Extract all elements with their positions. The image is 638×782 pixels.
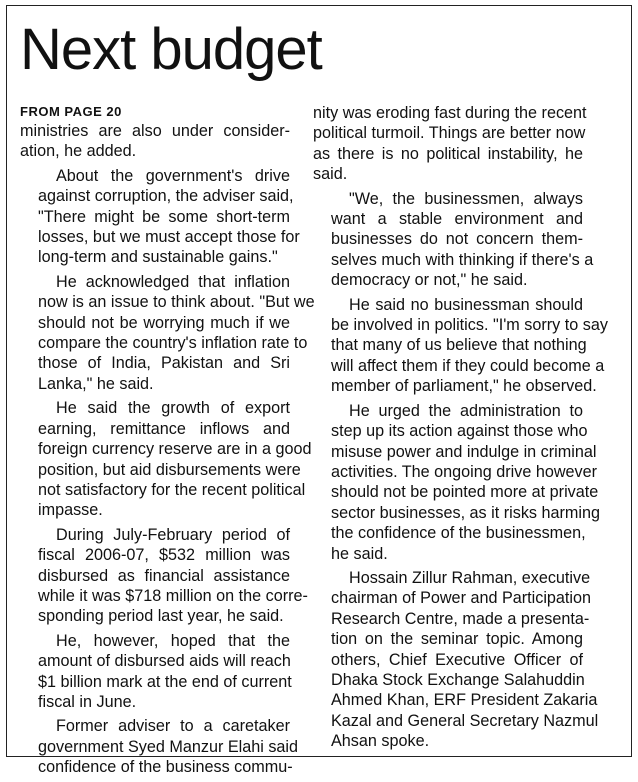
text-line: $1 billion mark at the end of current: [38, 672, 292, 691]
text-line: losses, but we must accept those for: [38, 228, 300, 247]
text-line: be involved in politics. "I'm sorry to say: [331, 316, 608, 335]
text-line: should not be worrying much if we: [38, 313, 290, 332]
text-line: "There might be some short-term: [38, 207, 290, 226]
frame-left-border: [6, 5, 7, 757]
text-line: nity was eroding fast during the recent: [313, 104, 587, 122]
right_column-paragraph: [313, 103, 587, 185]
kicker: FROM PAGE 20: [20, 104, 122, 119]
text-line: long-term and sustainable gains.": [38, 248, 278, 267]
left_column-paragraph: [20, 631, 290, 713]
text-line: disbursed as financial assistance: [38, 566, 290, 585]
text-line: Research Centre, made a presenta-: [331, 609, 590, 628]
left_column-paragraph: [20, 272, 315, 394]
text-line: will affect them if they could become a: [331, 356, 605, 375]
frame-top-border: [6, 5, 632, 6]
text-line: earning, remittance inflows and: [38, 419, 290, 438]
text-line: confidence of the business commu-: [38, 758, 293, 777]
text-line: position, but aid disbursements were: [38, 460, 301, 479]
text-line: impasse.: [38, 501, 103, 520]
text-line: Former adviser to a caretaker: [56, 717, 290, 736]
text-line: activities. The ongoing drive however: [331, 462, 598, 481]
text-line: want a stable environment and: [331, 210, 583, 229]
text-line: against corruption, the adviser said,: [38, 187, 294, 206]
frame-right-border: [631, 5, 632, 757]
text-line: those of India, Pakistan and Sri: [38, 354, 290, 373]
text-line: step up its action against those who: [331, 422, 588, 441]
text-line: said.: [313, 165, 348, 184]
text-line: political turmoil. Things are better now: [313, 124, 586, 143]
text-line: chairman of Power and Participation: [331, 589, 592, 608]
left_column-paragraph: [20, 716, 299, 777]
right_column-paragraph: [313, 401, 600, 564]
text-line: He said the growth of export: [56, 399, 290, 418]
text-line: selves much with thinking if there's a: [331, 250, 594, 269]
text-line: now is an issue to think about. "But we: [38, 293, 315, 312]
text-line: amount of disbursed aids will reach: [38, 652, 291, 671]
text-line: misuse power and indulge in criminal: [331, 442, 597, 461]
text-line: About the government's drive: [56, 166, 290, 185]
text-line: "We, the businessmen, always: [349, 189, 583, 208]
text-line: He urged the administration to: [349, 401, 583, 420]
left-column: [20, 103, 315, 782]
text-line: that many of us believe that nothing: [331, 336, 587, 355]
left_column-paragraph: [20, 166, 300, 268]
text-line: fiscal in June.: [38, 692, 137, 711]
text-line: others, Chief Executive Officer of: [331, 650, 583, 669]
text-line: ation, he added.: [20, 142, 137, 161]
text-line: compare the country's inflation rate to: [38, 334, 308, 353]
left_column-paragraph: [20, 121, 290, 162]
text-line: sponding period last year, he said.: [38, 607, 284, 626]
text-line: he said.: [331, 544, 388, 563]
text-line: businesses do not concern them-: [331, 230, 583, 249]
text-line: should not be pointed more at private: [331, 483, 599, 502]
text-line: democracy or not," he said.: [331, 271, 528, 290]
text-line: Dhaka Stock Exchange Salahuddin: [331, 670, 585, 689]
text-line: foreign currency reserve are in a good: [38, 440, 312, 459]
text-line: He acknowledged that inflation: [56, 272, 290, 291]
left_column-paragraph: [20, 525, 308, 627]
right-column: [313, 103, 608, 756]
text-line: He, however, hoped that the: [56, 631, 290, 650]
text-line: as there is no political instability, he: [313, 144, 583, 163]
text-line: while it was $718 million on the corre-: [38, 586, 308, 605]
left_column-paragraph: [20, 398, 312, 520]
text-line: Ahsan spoke.: [331, 732, 430, 751]
text-line: Ahmed Khan, ERF President Zakaria: [331, 691, 598, 710]
text-line: During July-February period of: [56, 525, 290, 544]
right_column-paragraph: [313, 568, 599, 752]
headline: Next budget: [20, 17, 322, 82]
text-line: Hossain Zillur Rahman, executive: [349, 568, 591, 587]
text-line: Lanka," he said.: [38, 374, 154, 393]
text-line: He said no businessman should: [349, 295, 583, 314]
text-line: tion on the seminar topic. Among: [331, 630, 583, 649]
text-line: the confidence of the businessmen,: [331, 524, 586, 543]
text-line: not satisfactory for the recent political: [38, 480, 306, 499]
text-line: sector businesses, as it risks harming: [331, 503, 600, 522]
right_column-paragraph: [313, 295, 608, 397]
right_column-paragraph: [313, 189, 594, 291]
text-line: Kazal and General Secretary Nazmul: [331, 711, 599, 730]
text-line: ministries are also under consider-: [20, 122, 290, 140]
text-line: fiscal 2006-07, $532 million was: [38, 546, 290, 565]
text-line: member of parliament," he observed.: [331, 377, 597, 396]
text-line: government Syed Manzur Elahi said: [38, 737, 299, 756]
